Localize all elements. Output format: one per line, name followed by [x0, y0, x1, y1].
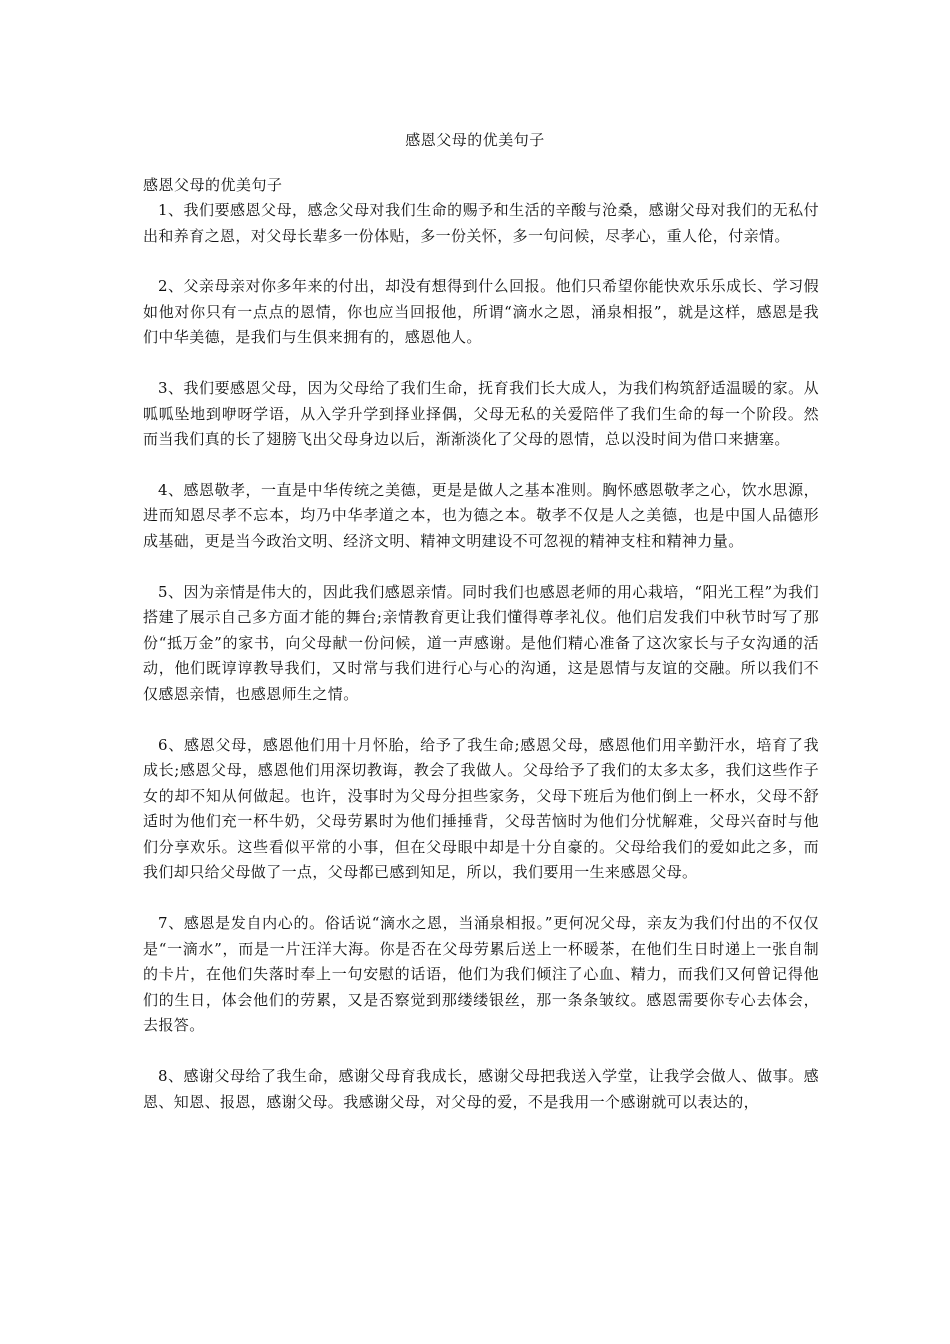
paragraph-4: 4、感恩敬孝，一直是中华传统之美德，更是是做人之基本准则。胸怀感恩敬孝之心，饮水思源，进而知恩尽孝不忘本，均乃中华孝道之本，也为德之本。敬孝不仅是人之美德，也是中国人品德形成基础，更是当今政治文明、经济文明、精神文明建设不可忽视的精神支柱和精神力量。 — [143, 480, 819, 550]
paragraph-3: 3、我们要感恩父母，因为父母给了我们生命，抚育我们长大成人，为我们构筑舒适温暖的家。从呱呱坠地到咿呀学语，从入学升学到择业择偶，父母无私的关爱陪伴了我们生命的每一个阶段。然而当我们真的长了翅膀飞出父母身边以后，渐渐淡化了父母的恩情，总以没时间为借口来搪塞。 — [143, 378, 819, 449]
paragraph-1: 1、我们要感恩父母，感念父母对我们生命的赐予和生活的辛酸与沧桑，感谢父母对我们的无私付出和养育之恩，对父母长辈多一份体贴，多一份关怀，多一句问候，尽孝心，重人伦，付亲情。 — [143, 201, 819, 245]
paragraph-5: 5、因为亲情是伟大的，因此我们感恩亲情。同时我们也感恩老师的用心栽培，“阳光工程”为我们搭建了展示自己多方面才能的舞台;亲情教育更让我们懂得尊孝礼仪。他们启发我们中秋节时写了那份“抵万金”的家书，向父母献一份问候，道一声感谢。是他们精心准备了这次家长与子女沟通的活动，他们既谆谆教导我们，又时常与我们进行心与心的沟通，这是恩情与友谊的交融。所以我们不仅感恩亲情，也感恩师生之情。 — [143, 582, 819, 703]
paragraph-2: 2、父亲母亲对你多年来的付出，却没有想得到什么回报。他们只希望你能快欢乐乐成长、学习假如他对你只有一点点的恩情，你也应当回报他，所谓“滴水之恩，涌泉相报”，就是这样，感恩是我们中华美德，是我们与生俱来拥有的，感恩他人。 — [143, 277, 819, 347]
document-subtitle: 感恩父母的优美句子 — [143, 176, 283, 194]
paragraph-8: 8、感谢父母给了我生命，感谢父母育我成长，感谢父母把我送入学堂，让我学会做人、做事。感恩、知恩、报恩，感谢父母。我感谢父母，对父母的爱，不是我用一个感谢就可以表达的， — [143, 1067, 819, 1111]
page-title: 感恩父母的优美句子 — [405, 131, 545, 149]
paragraph-7: 7、感恩是发自内心的。俗话说“滴水之恩，当涌泉相报。”更何况父母，亲友为我们付出的不仅仅是“一滴水”，而是一片汪洋大海。你是否在父母劳累后送上一杯暖茶，在他们生日时递上一张自制的卡片，在他们失落时奉上一句安慰的话语，他们为我们倾注了心血、精力，而我们又何曾记得他们的生日，体会他们的劳累，又是否察觉到那缕缕银丝，那一条条皱纹。感恩需要你专心去体会，去报答。 — [143, 914, 819, 1035]
paragraph-6: 6、感恩父母，感恩他们用十月怀胎，给予了我生命;感恩父母，感恩他们用辛勤汗水，培育了我成长;感恩父母，感恩他们用深切教诲，教会了我做人。父母给予了我们的太多太多，我们这些作子女的却不知从何做起。也许，没事时为父母分担些家务，父母下班后为他们倒上一杯水，父母不舒适时为他们充一杯牛奶，父母劳累时为他们捶捶背，父母苦恼时为他们分忧解难，父母兴奋时与他们分享欢乐。这些看似平常的小事，但在父母眼中却是十分自豪的。父母给我们的爱如此之多，而我们却只给父母做了一点，父母都已感到知足，所以，我们要用一生来感恩父母。 — [143, 735, 819, 882]
document-body — [143, 172, 819, 1140]
